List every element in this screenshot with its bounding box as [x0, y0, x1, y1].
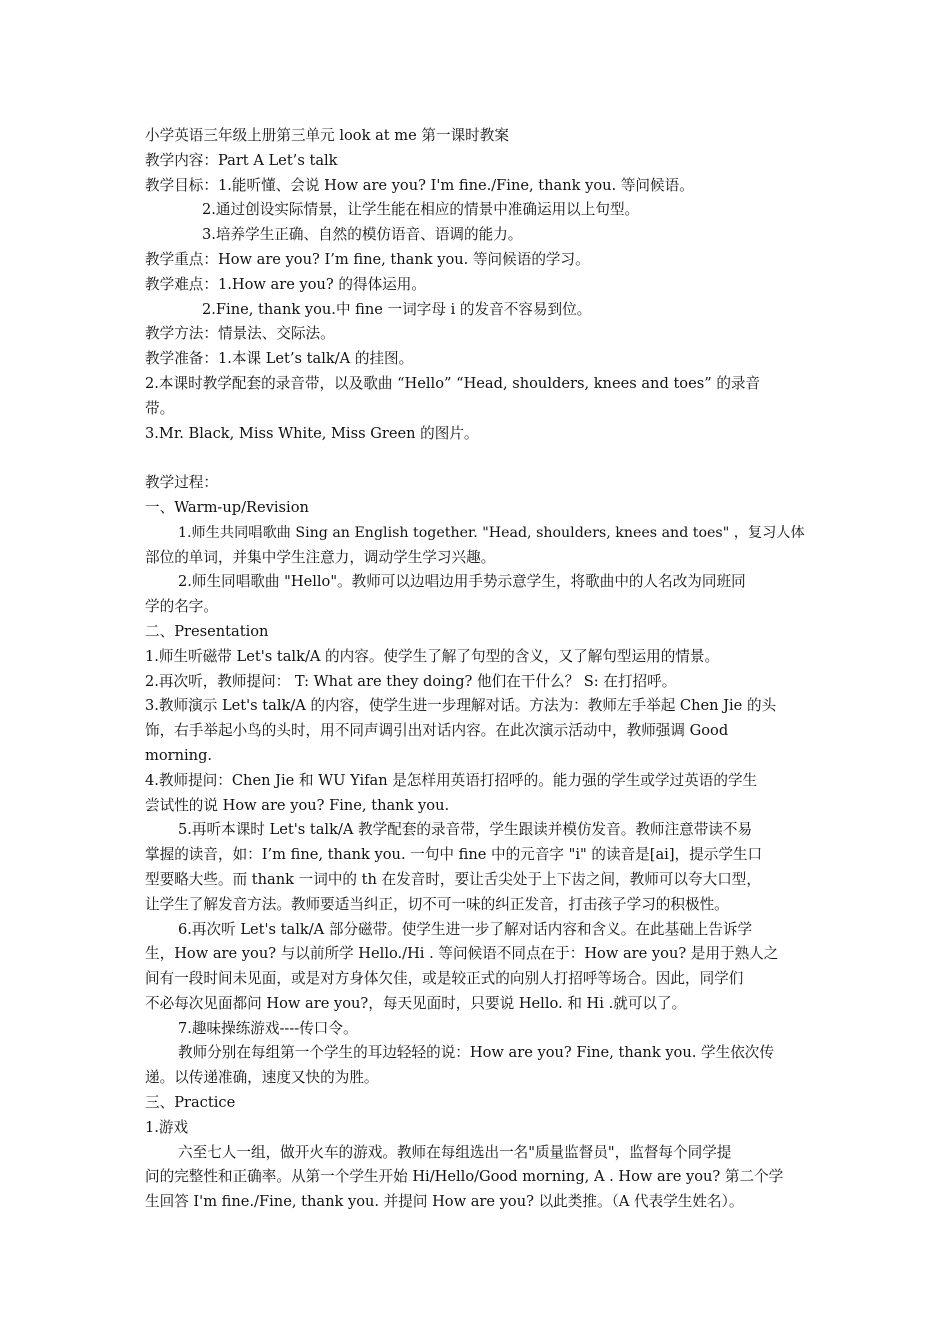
lesson-plan-document — [145, 124, 808, 1215]
presentation-step-2: 2.再次听，教师提问： T: What are they doing? 他们在干什么？ S: 在打招呼。 — [145, 672, 677, 690]
presentation-step-6-cont: 不必每次见面都问 How are you?，每天见面时，只要说 Hello. 和 Hi .就可以了。 — [145, 994, 687, 1012]
presentation-step-4-cont: 尝试性的说 How are you? Fine, thank you. — [145, 796, 450, 814]
teaching-method: 教学方法：情景法、交际法。 — [145, 325, 335, 343]
teaching-preparation-1: 教学准备：1.本课 Let’s talk/A 的挂图。 — [145, 350, 414, 368]
section-presentation-heading: 二、Presentation — [145, 622, 269, 640]
teaching-preparation-2: 2.本课时教学配套的录音带，以及歌曲 “Hello” “Head, shoulders, knees and toes” 的录音 — [145, 374, 761, 392]
teaching-content: 教学内容：Part A Let’s talk — [145, 151, 338, 169]
warmup-step-1: 1.师生共同唱歌曲 Sing an English together. "Head, shoulders, knees and toes" ，复习人体 — [178, 524, 805, 541]
practice-step-1-detail: 六至七人一组，做开火车的游戏。教师在每组选出一名"质量监督员"，监督每个同学提 — [178, 1143, 732, 1161]
teaching-objective-1: 教学目标：1.能听懂、会说 How are you? I'm fine./Fine, thank you. 等问候语。 — [145, 176, 694, 194]
document-title: 小学英语三年级上册第三单元 look at me 第一课时教案 — [145, 127, 509, 144]
blank-line — [145, 446, 808, 471]
warmup-step-2: 2.师生同唱歌曲 "Hello"。教师可以边唱边用手势示意学生，将歌曲中的人名改为同班同 — [178, 573, 746, 591]
presentation-step-6-cont: 间有一段时间未见面，或是对方身体欠佳，或是较正式的向别人打招呼等场合。因此，同学们 — [145, 970, 744, 988]
presentation-step-5-cont: 掌握的读音，如：I’m fine, thank you. 一句中 fine 中的元音字 "i" 的读音是[ai]，提示学生口 — [145, 846, 763, 864]
presentation-step-7-detail: 教师分别在每组第一个学生的耳边轻轻的说：How are you? Fine, thank you. 学生依次传 — [178, 1044, 774, 1062]
teaching-objective-2: 2.通过创设实际情景，让学生能在相应的情景中准确运用以上句型。 — [202, 201, 640, 219]
presentation-step-3-cont: 饰，右手举起小鸟的头时，用不同声调引出对话内容。在此次演示活动中，教师强调 Good — [145, 722, 729, 740]
presentation-step-7-cont: 递。以传递准确，速度又快的为胜。 — [145, 1069, 379, 1087]
teaching-process-heading: 教学过程： — [145, 474, 218, 492]
presentation-step-3-cont: morning. — [145, 746, 213, 764]
presentation-step-3: 3.教师演示 Let's talk/A 的内容，使学生进一步理解对话。方法为：教师左手举起 Chen Jie 的头 — [145, 697, 777, 715]
section-practice-heading: 三、Practice — [145, 1094, 236, 1112]
presentation-step-5-cont: 型要略大些。而 thank 一词中的 th 在发音时，要让舌尖处于上下齿之间，教师可以夸大口型， — [145, 870, 761, 888]
teaching-objective-3: 3.培养学生正确、自然的模仿语音、语调的能力。 — [202, 226, 523, 244]
teaching-difficulty-2: 2.Fine, thank you.中 fine 一词字母 i 的发音不容易到位。 — [202, 300, 592, 318]
presentation-step-1: 1.师生听磁带 Let's talk/A 的内容。使学生了解了句型的含义，又了解句型运用的情景。 — [145, 647, 720, 665]
teaching-key-point: 教学重点：How are you? I’m fine, thank you. 等问候语的学习。 — [145, 250, 590, 268]
practice-step-1: 1.游戏 — [145, 1118, 189, 1136]
warmup-step-2-cont: 学的名字。 — [145, 598, 218, 616]
presentation-step-5-cont: 让学生了解发音方法。教师要适当纠正，切不可一味的纠正发音，打击孩子学习的积极性。 — [145, 895, 729, 913]
section-warmup-heading: 一、Warm-up/Revision — [145, 498, 309, 516]
practice-step-1-cont: 问的完整性和正确率。从第一个学生开始 Hi/Hello/Good morning, A . How are you? 第二个学 — [145, 1168, 784, 1186]
presentation-step-4: 4.教师提问：Chen Jie 和 WU Yifan 是怎样用英语打招呼的。能力强的学生或学过英语的学生 — [145, 771, 758, 789]
practice-step-1-cont: 生回答 I'm fine./Fine, thank you. 并提问 How are you? 以此类推。（A 代表学生姓名）。 — [145, 1193, 744, 1211]
presentation-step-7: 7.趣味操练游戏----传口令。 — [178, 1019, 358, 1037]
presentation-step-5: 5.再听本课时 Let's talk/A 教学配套的录音带，学生跟读并模仿发音。教师注意带读不易 — [178, 821, 753, 839]
presentation-step-6-cont: 生，How are you? 与以前所学 Hello./Hi . 等问候语不同点在于：How are you? 是用于熟人之 — [145, 945, 779, 963]
teaching-preparation-3: 3.Mr. Black, Miss White, Miss Green 的图片。 — [145, 424, 479, 442]
warmup-step-1-cont: 部位的单词，并集中学生注意力，调动学生学习兴趣。 — [145, 548, 496, 566]
teaching-difficulty-1: 教学难点：1.How are you? 的得体运用。 — [145, 275, 426, 293]
teaching-preparation-2-cont: 带。 — [145, 399, 175, 417]
presentation-step-6: 6.再次听 Let's talk/A 部分磁带。使学生进一步了解对话内容和含义。在此基础上告诉学 — [178, 920, 753, 938]
